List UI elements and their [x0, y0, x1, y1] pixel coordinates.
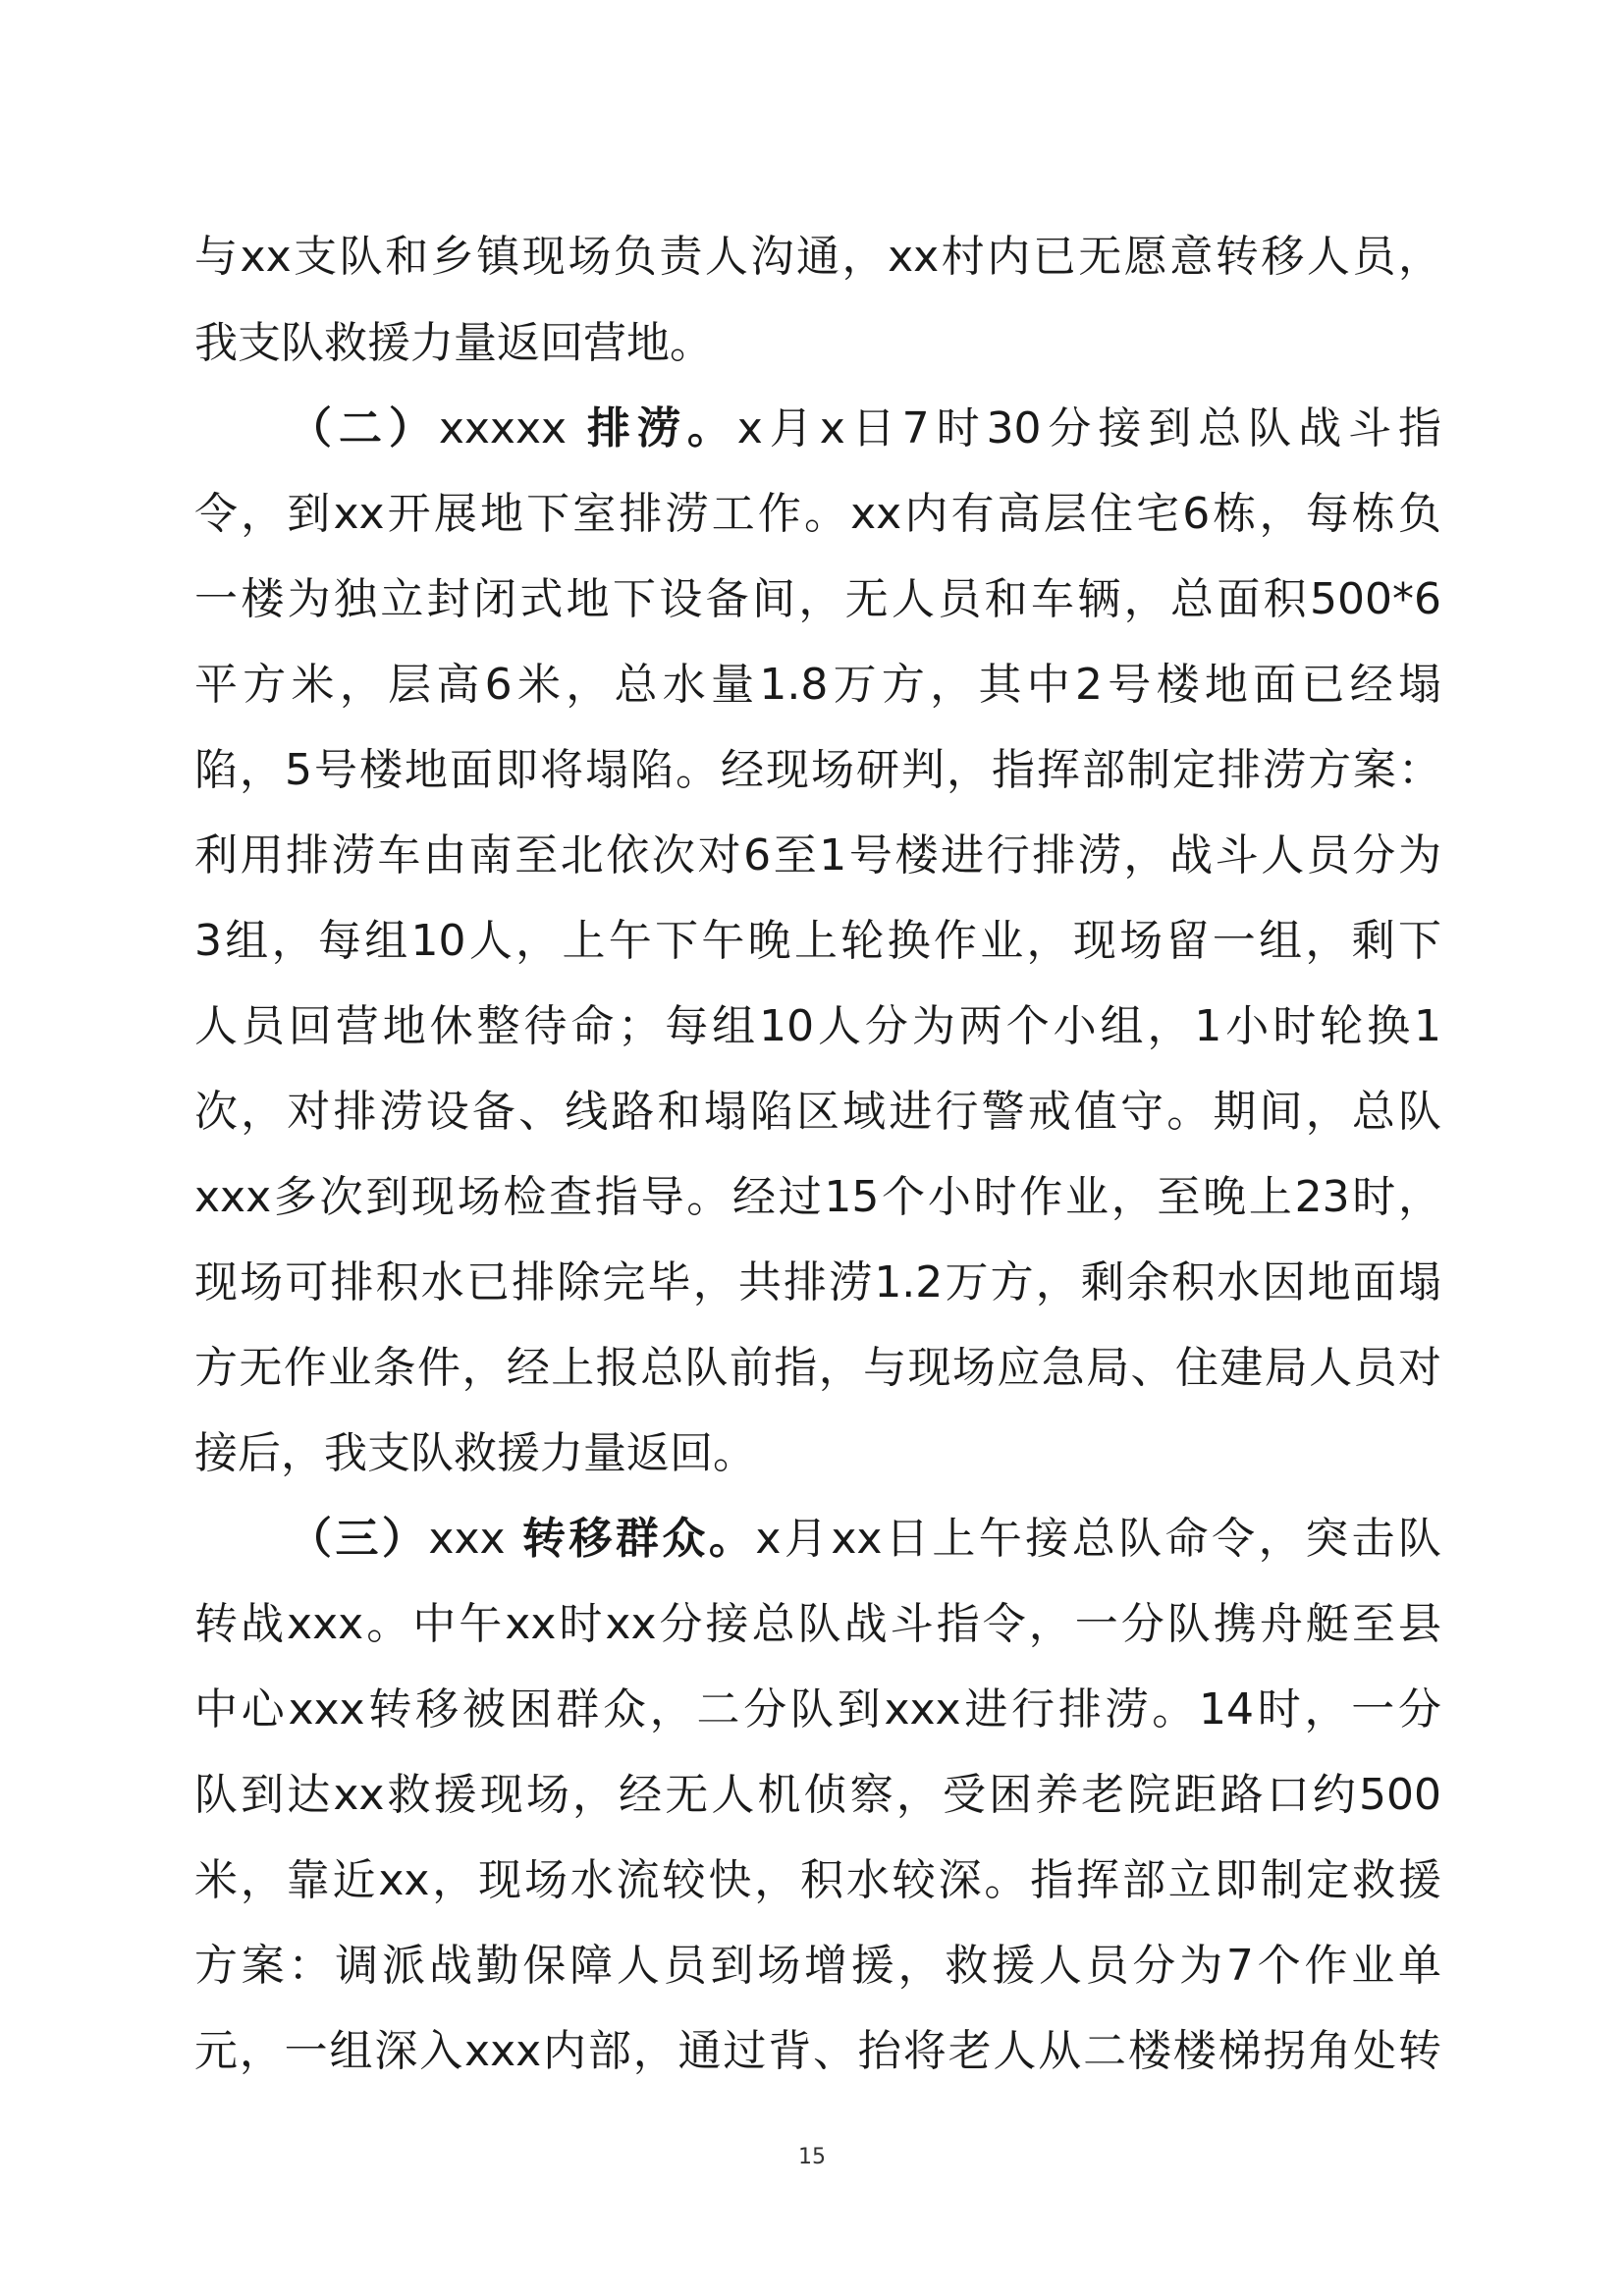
section-heading-line	[289, 400, 1441, 458]
section-number: （二）	[289, 403, 439, 454]
body-text-line: 方无作业条件，经上报总队前指，与现场应急局、住建局人员对	[194, 1343, 1441, 1393]
body-text-line: 一楼为独立封闭式地下设备间，无人员和车辆，总面积500*6	[194, 574, 1441, 624]
section-heading-line	[289, 1510, 1441, 1569]
body-text-line: 次，对排涝设备、线路和塌陷区域进行警戒值守。期间，总队	[194, 1087, 1441, 1137]
body-text-line: 3组，每组10人，上午下午晚上轮换作业，现场留一组，剩下	[194, 916, 1441, 966]
section-title: 转移群众。	[522, 1514, 756, 1564]
body-text-line: xxx多次到现场检查指导。经过15个小时作业，至晚上23时，	[194, 1172, 1441, 1222]
body-text-line: 中心xxx转移被困群众，二分队到xxx进行排涝。14时，一分	[194, 1684, 1441, 1735]
body-text-line: 方案：调派战勤保障人员到场增援，救援人员分为7个作业单	[194, 1941, 1441, 1991]
page-number: 15	[798, 2145, 826, 2169]
section-place: xxxxx	[438, 403, 568, 454]
body-text-line: 我支队救援力量返回营地。	[194, 318, 713, 368]
body-text-line: 令，到xx开展地下室排涝工作。xx内有高层住宅6栋，每栋负	[194, 489, 1441, 539]
body-text-segment: x月xx日上午接总队命令，突击队	[755, 1514, 1441, 1564]
body-text-line: 队到达xx救援现场，经无人机侦察，受困养老院距路口约500	[194, 1770, 1441, 1820]
body-text-segment: x月x日7时30分接到总队战斗指	[736, 403, 1441, 454]
body-text-line: 现场可排积水已排除完毕，共排涝1.2万方，剩余积水因地面塌	[194, 1257, 1441, 1308]
body-text-line: 利用排涝车由南至北依次对6至1号楼进行排涝，战斗人员分为	[194, 830, 1441, 881]
body-text-line: 转战xxx。中午xx时xx分接总队战斗指令，一分队携舟艇至县	[194, 1599, 1441, 1649]
body-text-line: 与xx支队和乡镇现场负责人沟通，xx村内已无愿意转移人员，	[194, 232, 1441, 282]
body-text-line: 人员回营地休整待命；每组10人分为两个小组，1小时轮换1	[194, 1001, 1441, 1051]
section-title: 排涝。	[586, 403, 737, 454]
body-text-line: 米，靠近xx，现场水流较快，积水较深。指挥部立即制定救援	[194, 1855, 1441, 1905]
section-place: xxx	[428, 1514, 506, 1564]
body-text-line: 元，一组深入xxx内部，通过背、抬将老人从二楼楼梯拐角处转	[194, 2026, 1441, 2076]
section-number: （三）	[289, 1514, 429, 1564]
body-text-line: 陷，5号楼地面即将塌陷。经现场研判，指挥部制定排涝方案：	[194, 745, 1441, 795]
body-text-line: 接后，我支队救援力量返回。	[194, 1428, 756, 1478]
body-text-line: 平方米，层高6米，总水量1.8万方，其中2号楼地面已经塌	[194, 660, 1441, 710]
